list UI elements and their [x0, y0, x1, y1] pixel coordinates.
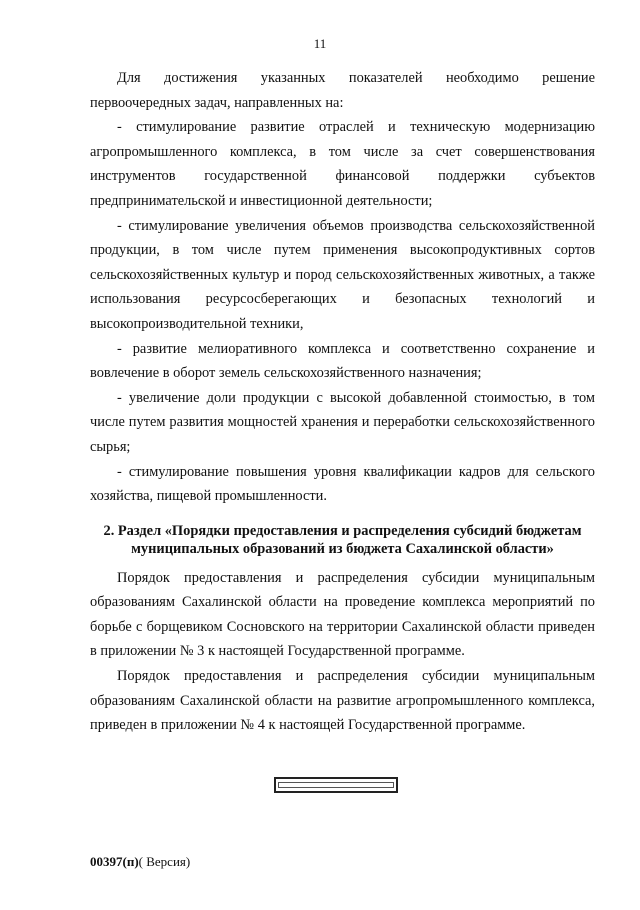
list-item: - развитие мелиоративного комплекса и соответственно сохранение и вовлечение в оборот земель сельскохозяйственного назначения;	[90, 340, 595, 382]
document-body	[90, 66, 595, 738]
section-heading: 2. Раздел «Порядки предоставления и распределения субсидий бюджетам муниципальных образований из бюджета Сахалинской области»	[103, 522, 582, 557]
list-item: - стимулирование увеличения объемов производства сельскохозяйственной продукции, в том числе путем применения высокопродуктивных сортов сельскохозяйственных культур и пород сельскохозяйственных животных, а также использования ресурсосберегающих и безопасных технологий и высокопроизводительной техники,	[90, 217, 595, 332]
page-number: 11	[313, 36, 327, 51]
list-item: - стимулирование повышения уровня квалификации кадров для сельского хозяйства, пищевой промышленности.	[90, 463, 595, 505]
footer	[90, 854, 190, 870]
section-paragraph: Порядок предоставления и распределения субсидии муниципальным образованиям Сахалинской области на проведение комплекса мероприятий по борьбе с борщевиком Сосновского на территории Сахалинской области приведен в приложении № 3 к настоящей Государственной программе.	[90, 569, 595, 660]
stamp-box-inner	[278, 782, 394, 788]
list-item: - увеличение доли продукции с высокой добавленной стоимостью, в том числе путем развития мощностей хранения и переработки сельскохозяйственного сырья;	[90, 389, 595, 455]
paragraph-intro: Для достижения указанных показателей необходимо решение первоочередных задач, направленных на:	[90, 70, 595, 111]
footer-code: 00397(п)	[90, 854, 139, 869]
list-item: - стимулирование развитие отраслей и техническую модернизацию агропромышленного комплекса, в том числе за счет совершенствования инструментов государственной финансовой поддержки субъектов предпринимательской и инвестиционной деятельности;	[90, 119, 595, 209]
section-paragraph: Порядок предоставления и распределения субсидии муниципальным образованиям Сахалинской области на развитие агропромышленного комплекса, приведен в приложении № 4 к настоящей Государственной программе.	[90, 668, 595, 734]
stamp-box	[274, 777, 398, 793]
footer-version: ( Версия)	[138, 854, 191, 869]
